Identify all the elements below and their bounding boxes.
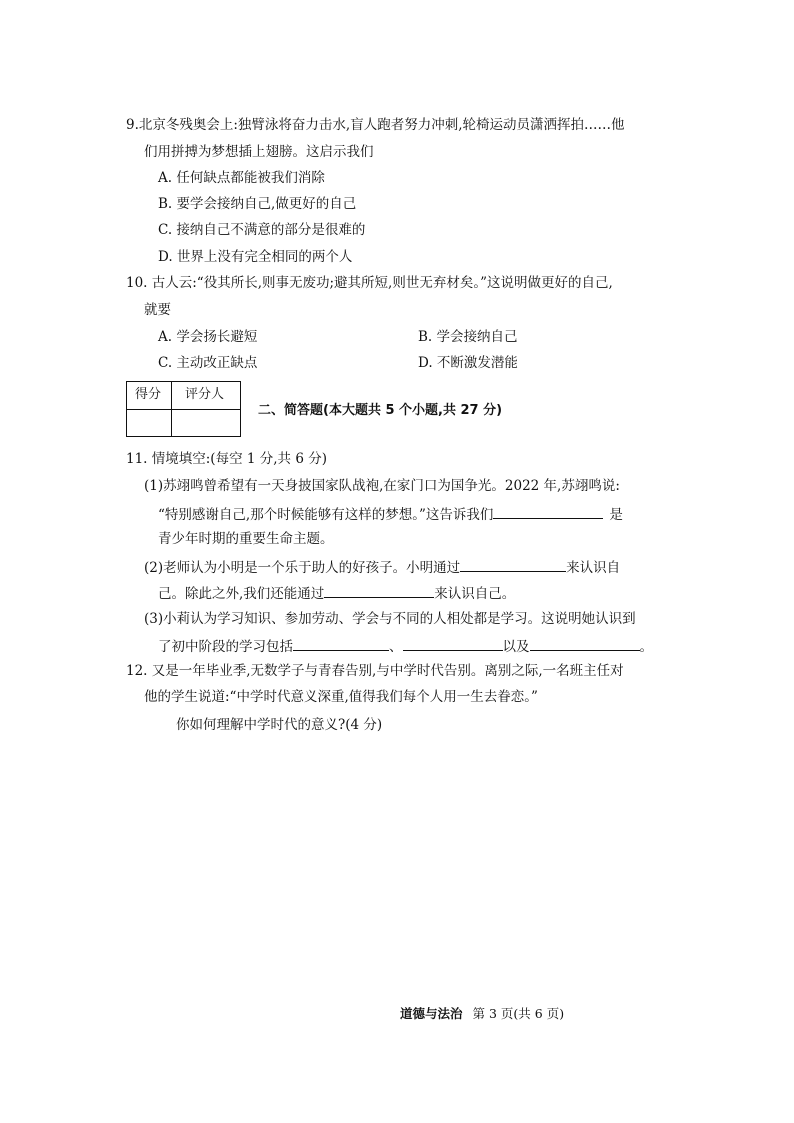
answer-blank[interactable]: [493, 504, 603, 519]
q10-option-d: D. 不断激发潜能: [418, 355, 518, 371]
score-box-row-divider: [127, 409, 240, 410]
q11-part2-text2: 己。除此之外,我们还能通过: [158, 586, 325, 602]
q11-part1-line1: (1)苏翊鸣曾希望有一天身披国家队战袍,在家门口为国争光。2022 年,苏翊鸣说:: [144, 478, 620, 494]
q11-title: 11. 情境填空:(每空 1 分,共 6 分): [126, 451, 327, 467]
q10-option-c: C. 主动改正缺点: [158, 355, 258, 371]
q11-part2-tail2: 来认识自己。: [434, 586, 516, 602]
q11-part3-line1: (3)小莉认为学习知识、参加劳动、学会与不同的人相处都是学习。这说明她认识到: [144, 611, 636, 627]
q11-part1-tail: 是: [609, 507, 623, 523]
q11-part1-line2: [158, 504, 623, 524]
q9-stem-line2: 们用拼搏为梦想插上翅膀。这启示我们: [144, 144, 374, 160]
q10-stem-line1: 10. 古人云:“役其所长,则事无废功;避其所短,则世无弃材矣。”这说明做更好的自己,: [126, 275, 613, 291]
q12-stem-line2: 他的学生说道:“中学时代意义深重,值得我们每个人用一生去眷恋。”: [144, 689, 538, 705]
q12-stem-line1: 12. 又是一年毕业季,无数学子与青春告别,与中学时代告别。离别之际,一名班主任对: [126, 663, 624, 679]
q11-part2-text: (2)老师认为小明是一个乐于助人的好孩子。小明通过: [144, 560, 461, 576]
q11-part2-tail: 来认识自: [566, 560, 621, 576]
footer-page-number: 第 3 页(共 6 页): [472, 1006, 565, 1021]
q9-option-c: C. 接纳自己不满意的部分是很难的: [158, 222, 366, 238]
answer-blank[interactable]: [293, 636, 389, 651]
q9-option-a: A. 任何缺点都能被我们消除: [158, 170, 325, 186]
answer-blank[interactable]: [403, 636, 503, 651]
q9-option-d: D. 世界上没有完全相同的两个人: [158, 249, 353, 265]
answer-blank[interactable]: [460, 557, 566, 572]
q12-question: 你如何理解中学时代的意义?(4 分): [176, 717, 383, 733]
grader-label: 评分人: [185, 387, 225, 402]
q11-part3-text: 了初中阶段的学习包括: [158, 639, 293, 655]
q11-part3-and: 以及: [502, 639, 530, 655]
q11-part3-sep: 、: [389, 639, 403, 655]
answer-blank[interactable]: [324, 583, 434, 598]
q11-part2-line1: [144, 557, 620, 577]
footer-subject: 道德与法治: [400, 1006, 463, 1021]
q9-option-b: B. 要学会接纳自己,做更好的自己: [158, 196, 357, 212]
q11-part3-line2: [158, 636, 653, 656]
answer-blank[interactable]: [530, 636, 640, 651]
score-box: [126, 381, 241, 437]
q11-part1-text: “特别感谢自己,那个时候能够有这样的梦想。”这告诉我们: [158, 507, 494, 523]
q10-stem-line2: 就要: [144, 302, 171, 318]
page-footer: [400, 1005, 564, 1023]
q11-part3-end: 。: [639, 639, 653, 655]
q11-part2-line2: [158, 583, 515, 603]
score-label: 得分: [135, 387, 162, 402]
section-2-title: 二、简答题(本大题共 5 个小题,共 27 分): [258, 403, 503, 418]
q10-option-a: A. 学会扬长避短: [158, 329, 258, 345]
q10-option-b: B. 学会接纳自己: [418, 329, 518, 345]
q9-stem-line1: 9.北京冬残奥会上:独臂泳将奋力击水,盲人跑者努力冲刺,轮椅运动员潇洒挥拍……他: [126, 117, 625, 133]
q11-part1-line3: 青少年时期的重要生命主题。: [158, 531, 334, 547]
